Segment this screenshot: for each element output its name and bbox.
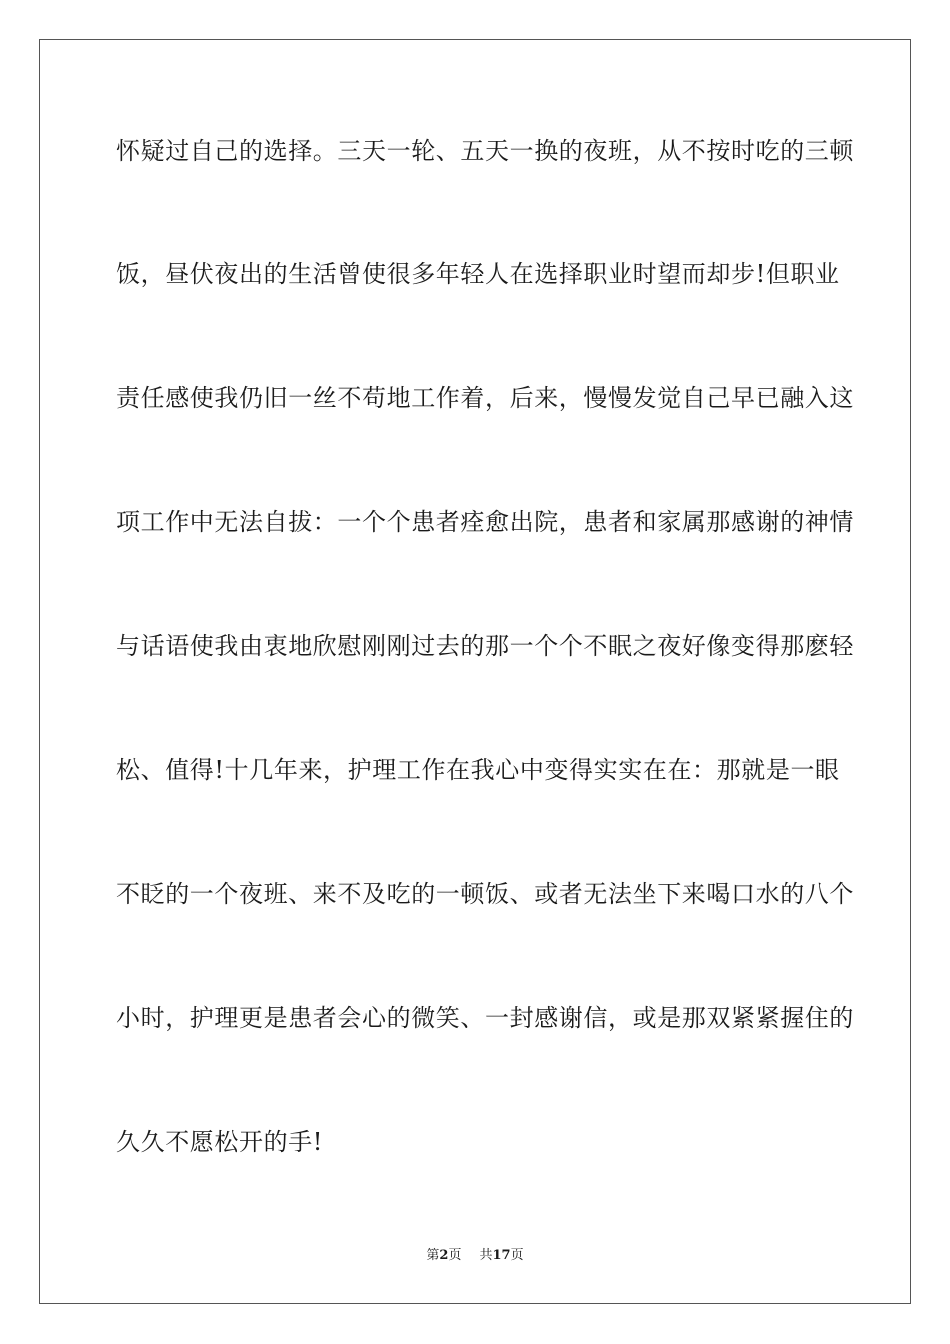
total-prefix: 共 [479,1248,493,1263]
page-prefix: 第 [426,1248,440,1263]
page-suffix: 页 [448,1248,462,1263]
text-line: 责任感使我仍旧一丝不苟地工作着，后来，慢慢发觉自己早已融入这 [116,384,854,412]
text-line: 饭，昼伏夜出的生活曾使很多年轻人在选择职业时望而却步!但职业 [116,260,840,288]
text-line: 项工作中无法自拔：一个个患者痊愈出院，患者和家属那感谢的神情 [116,508,854,536]
text-line: 久久不愿松开的手! [116,1128,324,1156]
page-number: 2 [439,1248,449,1263]
page-border [39,39,911,1304]
text-line: 松、值得!十几年来，护理工作在我心中变得实实在在：那就是一眼 [116,756,840,784]
page-footer [0,1247,950,1265]
text-line: 与话语使我由衷地欣慰刚刚过去的那一个个不眠之夜好像变得那麽轻 [116,632,854,660]
text-line: 小时，护理更是患者会心的微笑、一封感谢信，或是那双紧紧握住的 [116,1004,854,1032]
total-pages: 17 [492,1248,511,1263]
text-line: 不眨的一个夜班、来不及吃的一顿饭、或者无法坐下来喝口水的八个 [116,880,854,908]
total-suffix: 页 [510,1248,524,1263]
text-line: 怀疑过自己的选择。三天一轮、五天一换的夜班，从不按时吃的三顿 [116,137,854,165]
